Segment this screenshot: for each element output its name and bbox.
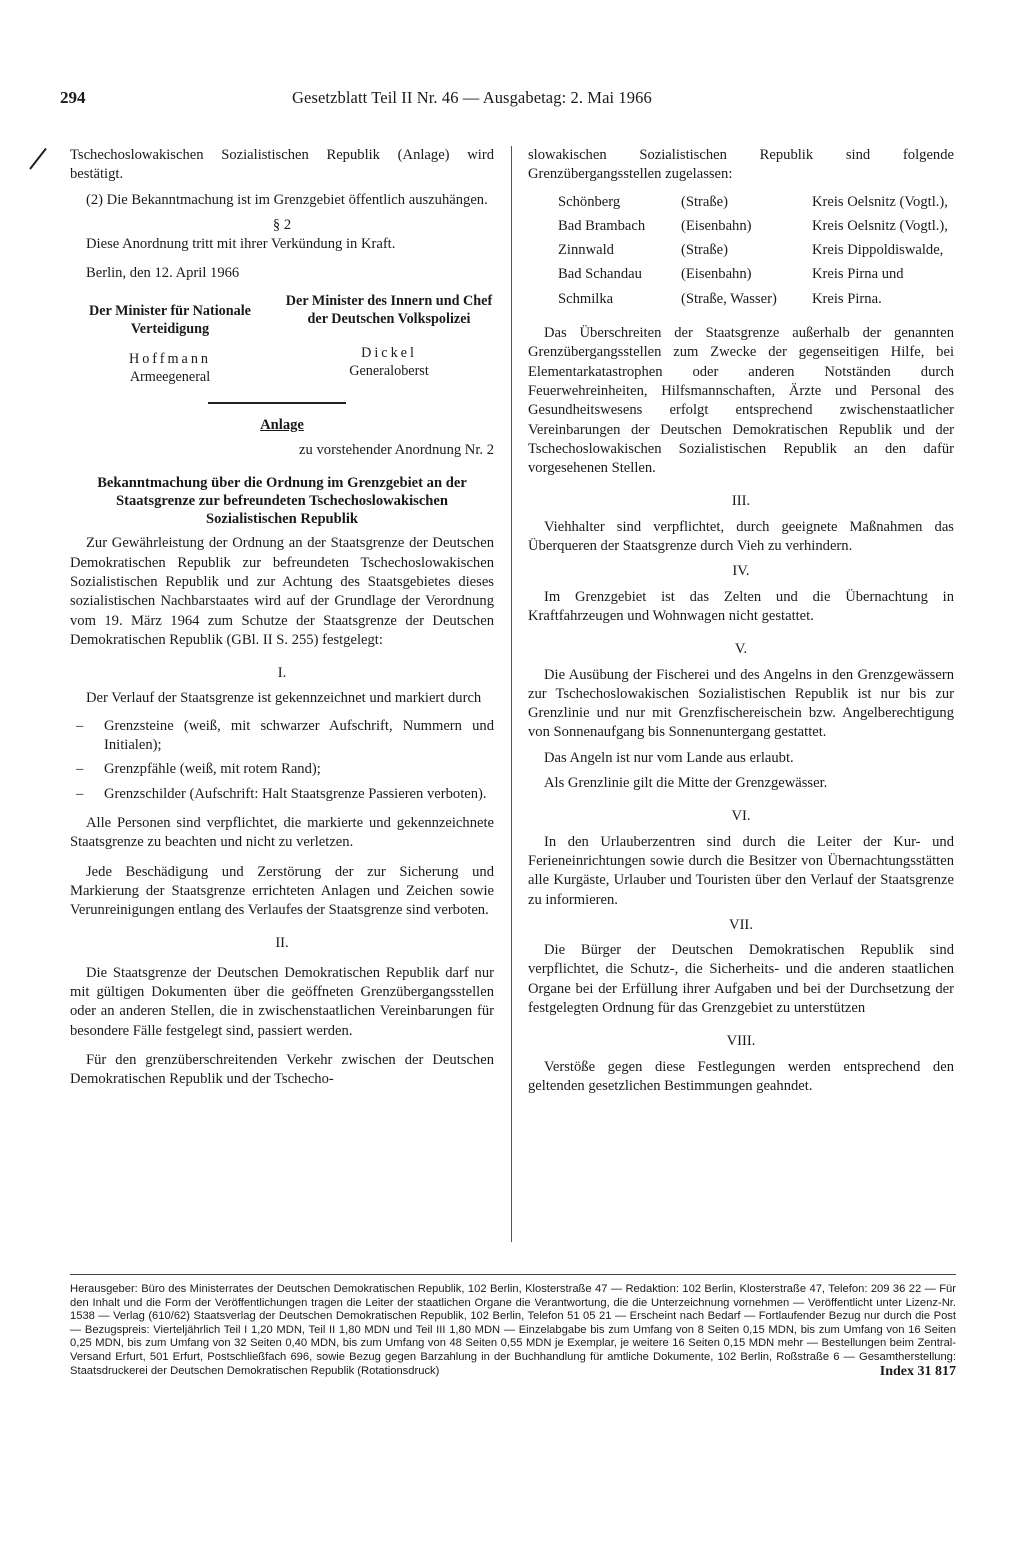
- column-divider: [511, 146, 512, 1242]
- text-paragraph: Diese Anordnung tritt mit ihrer Verkündung in Kraft.: [86, 236, 396, 253]
- text-paragraph: (2) Die Bekanntmachung ist im Grenzgebiet öffentlich auszuhängen.: [86, 191, 488, 208]
- section-heading: IV.: [732, 563, 750, 580]
- list-item: – Grenzschilder (Aufschrift: Halt Staatsgrenze Passieren verboten).: [76, 785, 487, 802]
- text-paragraph: Zur Gewährleistung der Ordnung an der Staatsgrenze der Deutschen Demokratischen Republik zur befreundeten Tschechoslowakischen Sozialistischen Republik und zur Achtung des Staatsgebietes dieses sozialistischen Nachbarstaates wird auf der Grundlage der Verordnung vom 19. März 1964 zum Schutze der Staatsgrenze der Deutschen Demokratischen Republik (GBl. II S. 255) festgelegt:: [70, 535, 494, 648]
- section-heading: I.: [277, 665, 287, 682]
- table-row: Zinnwald (Straße) Kreis Dippoldiswalde,: [558, 242, 944, 259]
- date-line: Berlin, den 12. April 1966: [86, 265, 240, 282]
- signatory-rank: Armeegeneral: [129, 368, 211, 385]
- signatory-title: Der Minister für Nationale Verteidigung: [89, 302, 251, 337]
- table-row: Schönberg (Straße) Kreis Oelsnitz (Vogtl.),: [558, 193, 948, 210]
- annex-heading: Anlage: [260, 416, 304, 433]
- signatory-name: Dickel: [361, 344, 417, 361]
- signatory-title: Der Minister des Innern und Chef der Deutschen Volkspolizei: [285, 292, 493, 327]
- table-row: Schmilka (Straße, Wasser) Kreis Pirna.: [558, 290, 882, 307]
- imprint-footer: [70, 1274, 956, 1378]
- text-paragraph: Alle Personen sind verpflichtet, die markierte und gekennzeichnete Staatsgrenze zu beachten und nicht zu verletzen.: [70, 814, 494, 851]
- marker-list: [70, 717, 494, 804]
- announcement-title: Bekanntmachung über die Ordnung im Grenzgebiet an der Staatsgrenze zur befreundeten Tschechoslowakischen Sozialistischen Republik: [97, 475, 467, 528]
- section-heading: VIII.: [726, 1033, 756, 1050]
- text-paragraph: Im Grenzgebiet ist das Zelten und die Übernachtung in Kraftfahrzeugen und Wohnwagen nicht gestattet.: [528, 588, 954, 624]
- index-number: Index 31 817: [879, 1363, 956, 1379]
- text-paragraph: Als Grenzlinie gilt die Mitte der Grenzgewässer.: [544, 775, 828, 792]
- section-heading: III.: [731, 493, 751, 510]
- page-number: 294: [60, 88, 86, 107]
- text-paragraph: Die Ausübung der Fischerei und des Angelns in den Grenzgewässern zur Tschechoslowakischen Sozialistischen Republik ist nur bis zur Grenzlinie und nur mit Grenzfischereischein bzw. Angelberechtigung von Sonnenaufgang bis Sonnenuntergang gestattet.: [528, 666, 954, 741]
- section-heading: II.: [275, 935, 289, 952]
- imprint-text: Herausgeber: Büro des Ministerrates der Deutschen Demokratischen Republik, 102 Berlin, Klosterstraße 47 — Redaktion: 102 Berlin, Klosterstraße 47, Telefon: 209 36 22 — Für den Inhalt und die Form der Veröffentlichungen tragen die Leiter der staatlichen Organe die Verantwortung, die die Unterzeichnung vornehmen — Veröffentlicht unter Lizenz-Nr. 1538 — Verlag (610/62) Staatsverlag der Deutschen Demokratischen Republik, 102 Berlin, Telefon 51 05 21 — Erscheint nach Bedarf — Fortlaufender Bezug nur durch die Post — Bezugspreis: Vierteljährlich Teil I 1,20 MDN, Teil II 1,80 MDN und Teil III 1,80 MDN — Einzelabgabe bis zum Umfang von 8 Seiten 0,15 MDN, bis zum Umfang von 16 Seiten 0,25 MDN, bis zum Umfang von 32 Seiten 0,40 MDN, bis zum Umfang von 48 Seiten 0,55 MDN je Exemplar, je weitere 16 Seiten 0,15 MDN mehr — Bestellungen beim Zentral-Versand Erfurt, 501 Erfurt, Postschließfach 696, sowie Bezug gegen Barzahlung in der Buchhandlung für amtliche Dokumente, 102 Berlin, Roßstraße 6 — Gesamtherstellung: Staatsdruckerei der Deutschen Demokratischen Republik (Rotationsdruck): [70, 1283, 956, 1377]
- text-paragraph: slowakischen Sozialistischen Republik sind folgende Grenzübergangsstellen zugelassen:: [528, 147, 954, 183]
- text-paragraph: Das Überschreiten der Staatsgrenze außerhalb der genannten Grenzübergangsstellen zum Zwecke der gegenseitigen Hilfe, bei Elementarkatastrophen oder anderen Notständen durch Feuerwehreinheiten, Hilfsmannschaften, Ärzte und Personal des Gesundheitswesens erfolgt entsprechend zwischenstaatlicher Vereinbarungen der Deutschen Demokratischen Republik und der Tschechoslowakischen Sozialistischen Republik an den dafür vorgesehenen Stellen.: [528, 325, 954, 477]
- left-column: [70, 146, 494, 1090]
- text-paragraph: Die Bürger der Deutschen Demokratischen Republik sind verpflichtet, die Schutz-, die Sicherheits- und die anderen staatlichen Organe bei der Erfüllung ihrer Aufgaben und bei der Durchsetzung der festgelegten Ordnung für das Grenzgebiet zu unterstützen: [528, 942, 954, 1016]
- annex-subtitle: zu vorstehender Anordnung Nr. 2: [299, 442, 494, 459]
- signatory-names: [70, 344, 494, 386]
- list-item: – Grenzsteine (weiß, mit schwarzer Aufschrift, Nummern und Initialen);: [76, 717, 494, 754]
- signatory-name: Hoffmann: [128, 350, 212, 367]
- text-paragraph: Für den grenzüberschreitenden Verkehr zwischen der Deutschen Demokratischen Republik und der Tschecho-: [70, 1051, 494, 1088]
- right-column: [528, 146, 954, 1096]
- text-paragraph: Das Angeln ist nur vom Lande aus erlaubt.: [544, 749, 794, 766]
- table-row: Bad Brambach (Eisenbahn) Kreis Oelsnitz (Vogtl.),: [558, 217, 948, 234]
- text-paragraph: Verstöße gegen diese Festlegungen werden entsprechend den geltenden gesetzlichen Bestimmungen geahndet.: [528, 1058, 954, 1094]
- text-paragraph: Die Staatsgrenze der Deutschen Demokratischen Republik darf nur mit gültigen Dokumenten über die geöffneten Grenzübergangsstellen oder an anderen Stellen, die in zwischenstaatlichen Vereinbarungen für besondere Fälle festgelegt sind, passiert werden.: [70, 964, 494, 1039]
- section-heading: VI.: [731, 808, 751, 825]
- text-paragraph: Der Verlauf der Staatsgrenze ist gekennzeichnet und markiert durch: [86, 690, 482, 707]
- signatory-rank: Generaloberst: [349, 362, 429, 379]
- section-heading: VII.: [729, 916, 753, 933]
- signature-block: [70, 292, 494, 338]
- page-header-title: Gesetzblatt Teil II Nr. 46 — Ausgabetag: 2. Mai 1966: [292, 88, 652, 107]
- list-item: – Grenzpfähle (weiß, mit rotem Rand);: [76, 761, 321, 778]
- table-row: Bad Schandau (Eisenbahn) Kreis Pirna und: [558, 266, 904, 283]
- text-paragraph: In den Urlauberzentren sind durch die Leiter der Kur- und Ferieneinrichtungen sowie durch die Besitzer von Übernachtungsstätten alle Kurgäste, Urlauber und Touristen über den Verlauf der Staatsgrenze zu informieren.: [528, 833, 954, 908]
- text-paragraph: Viehhalter sind verpflichtet, durch geeignete Maßnahmen das Überqueren der Staatsgrenze durch Vieh zu verhindern.: [528, 518, 954, 555]
- section-heading: V.: [734, 641, 748, 658]
- border-crossings-table: [558, 193, 948, 314]
- separator-rule: [208, 402, 346, 404]
- text-paragraph: Jede Beschädigung und Zerstörung der zur Sicherung und Markierung der Staatsgrenze errichteten Anlagen und Zeichen sowie Verunreinigungen entlang des Verlaufes der Staatsgrenze sind verboten.: [70, 863, 494, 919]
- section-heading: § 2: [272, 216, 292, 233]
- text-paragraph: Tschechoslowakischen Sozialistischen Republik (Anlage) wird bestätigt.: [70, 147, 494, 183]
- pen-mark: [29, 148, 47, 170]
